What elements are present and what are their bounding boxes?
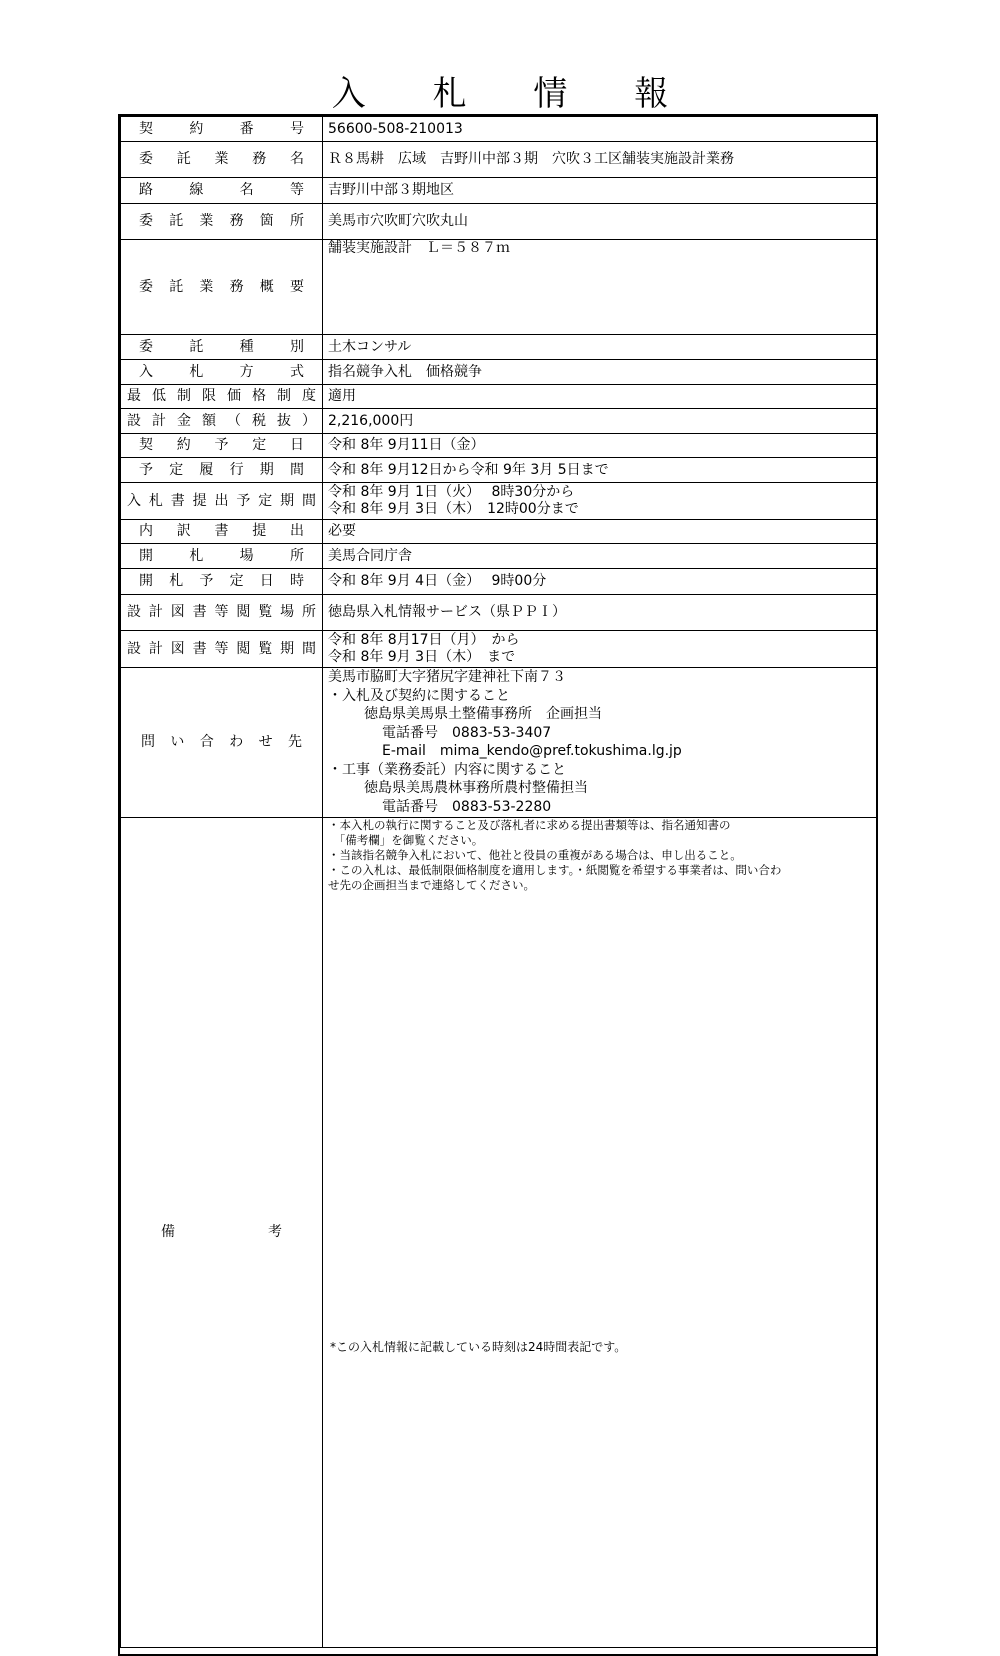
label-work-summary: 委託業務概要 bbox=[121, 240, 323, 335]
row-performance-period bbox=[121, 458, 877, 483]
value-min-price-system: 適用 bbox=[323, 385, 877, 409]
contact-email: E-mail mima_kendo@pref.tokushima.lg.jp bbox=[382, 743, 682, 759]
remark-1a: ・本入札の執行に関すること及び落札者に求める提出書類等は、指名通知書の bbox=[328, 818, 731, 832]
row-drawing-view-place bbox=[121, 595, 877, 631]
row-min-price-system bbox=[121, 385, 877, 409]
page-title: 入 札 情 報 bbox=[331, 74, 697, 114]
value-contract-date: 令和 8年 9月11日（金） bbox=[323, 434, 877, 458]
contact-office-1: 徳島県美馬県土整備事務所 企画担当 bbox=[364, 706, 602, 722]
label-drawing-view-period: 設計図書等閲覧期間 bbox=[121, 631, 323, 668]
value-work-summary: 舗装実施設計 Ｌ＝５８７ｍ bbox=[323, 240, 877, 335]
value-drawing-view-place: 徳島県入札情報サービス（県ＰＰＩ） bbox=[323, 595, 877, 631]
row-bid-submission bbox=[121, 483, 877, 520]
label-min-price-system: 最低制限価格制度 bbox=[121, 385, 323, 409]
row-contract-date bbox=[121, 434, 877, 458]
contact-item-work: ・工事（業務委託）内容に関すること bbox=[328, 761, 566, 778]
row-bid-method bbox=[121, 360, 877, 385]
label-contract-no: 契約番号 bbox=[121, 117, 323, 142]
drawing-view-end: 令和 8年 9月 3日（木） まで bbox=[328, 649, 516, 665]
bid-submission-end: 令和 8年 9月 3日（木） 12時00分まで bbox=[328, 501, 579, 517]
row-contact bbox=[121, 668, 877, 818]
value-remarks bbox=[323, 818, 877, 1648]
contact-item-bid: ・入札及び契約に関すること bbox=[328, 687, 510, 704]
value-bid-method: 指名競争入札 価格競争 bbox=[323, 360, 877, 385]
label-remarks bbox=[121, 818, 323, 1648]
value-work-name: Ｒ８馬耕 広域 吉野川中部３期 穴吹３工区舗装実施設計業務 bbox=[323, 142, 877, 178]
label-contract-date: 契約予定日 bbox=[121, 434, 323, 458]
value-work-type: 土木コンサル bbox=[323, 335, 877, 360]
footnote-24h: *この入札情報に記載している時刻は24時間表記です。 bbox=[330, 1340, 627, 1354]
contact-address: 美馬市脇町大字猪尻字建神社下南７３ bbox=[328, 669, 566, 685]
value-design-amount: 2,216,000円 bbox=[323, 409, 877, 434]
remark-3a: ・この入札は、最低制限価格制度を適用します。・紙閲覧を希望する事業者は、問い合わ bbox=[328, 863, 782, 877]
bid-info-table bbox=[120, 116, 877, 1648]
remark-3b: せ先の企画担当まで連絡してください。 bbox=[328, 878, 535, 892]
contact-office-2: 徳島県美馬農林事務所農村整備担当 bbox=[364, 780, 588, 796]
label-bid-submission: 入札書提出予定期間 bbox=[121, 483, 323, 520]
label-work-name: 委託業務名 bbox=[121, 142, 323, 178]
row-work-name bbox=[121, 142, 877, 178]
value-opening-date: 令和 8年 9月 4日（金） 9時00分 bbox=[323, 569, 877, 595]
remarks-label-right: 考 bbox=[268, 1224, 282, 1240]
value-route-name: 吉野川中部３期地区 bbox=[323, 178, 877, 204]
row-drawing-view-period bbox=[121, 631, 877, 668]
row-work-type bbox=[121, 335, 877, 360]
value-opening-place: 美馬合同庁舎 bbox=[323, 544, 877, 569]
row-work-summary bbox=[121, 240, 877, 335]
value-bid-submission bbox=[323, 483, 877, 520]
drawing-view-start: 令和 8年 8月17日（月） から bbox=[328, 632, 520, 648]
label-bid-method: 入札方式 bbox=[121, 360, 323, 385]
contact-tel-2: 電話番号 0883-53-2280 bbox=[382, 798, 552, 815]
row-opening-date bbox=[121, 569, 877, 595]
label-work-type: 委託種別 bbox=[121, 335, 323, 360]
bid-submission-start: 令和 8年 9月 1日（火） 8時30分から bbox=[328, 484, 575, 500]
label-route-name: 路線名等 bbox=[121, 178, 323, 204]
row-design-amount bbox=[121, 409, 877, 434]
row-route-name bbox=[121, 178, 877, 204]
label-work-location: 委託業務箇所 bbox=[121, 204, 323, 240]
label-drawing-view-place: 設計図書等閲覧場所 bbox=[121, 595, 323, 631]
remark-2: ・当該指名競争入札において、他社と役員の重複がある場合は、申し出ること。 bbox=[328, 848, 742, 862]
value-performance-period: 令和 8年 9月12日から令和 9年 3月 5日まで bbox=[323, 458, 877, 483]
label-opening-place: 開札場所 bbox=[121, 544, 323, 569]
label-opening-date: 開札予定日時 bbox=[121, 569, 323, 595]
value-contact bbox=[323, 668, 877, 818]
label-performance-period: 予定履行期間 bbox=[121, 458, 323, 483]
row-opening-place bbox=[121, 544, 877, 569]
remarks-label-left: 備 bbox=[161, 1224, 175, 1240]
value-drawing-view-period bbox=[323, 631, 877, 668]
row-breakdown bbox=[121, 520, 877, 544]
label-breakdown: 内訳書提出 bbox=[121, 520, 323, 544]
value-breakdown: 必要 bbox=[323, 520, 877, 544]
value-work-location: 美馬市穴吹町穴吹丸山 bbox=[323, 204, 877, 240]
remark-1b: 「備考欄」を御覧ください。 bbox=[328, 833, 484, 847]
row-remarks bbox=[121, 818, 877, 1648]
row-contract-no bbox=[121, 117, 877, 142]
contact-tel-1: 電話番号 0883-53-3407 bbox=[382, 724, 552, 741]
value-contract-no: 56600-508-210013 bbox=[323, 117, 877, 142]
label-design-amount: 設計金額（税抜） bbox=[121, 409, 323, 434]
row-work-location bbox=[121, 204, 877, 240]
label-contact: 問い合わせ先 bbox=[121, 668, 323, 818]
